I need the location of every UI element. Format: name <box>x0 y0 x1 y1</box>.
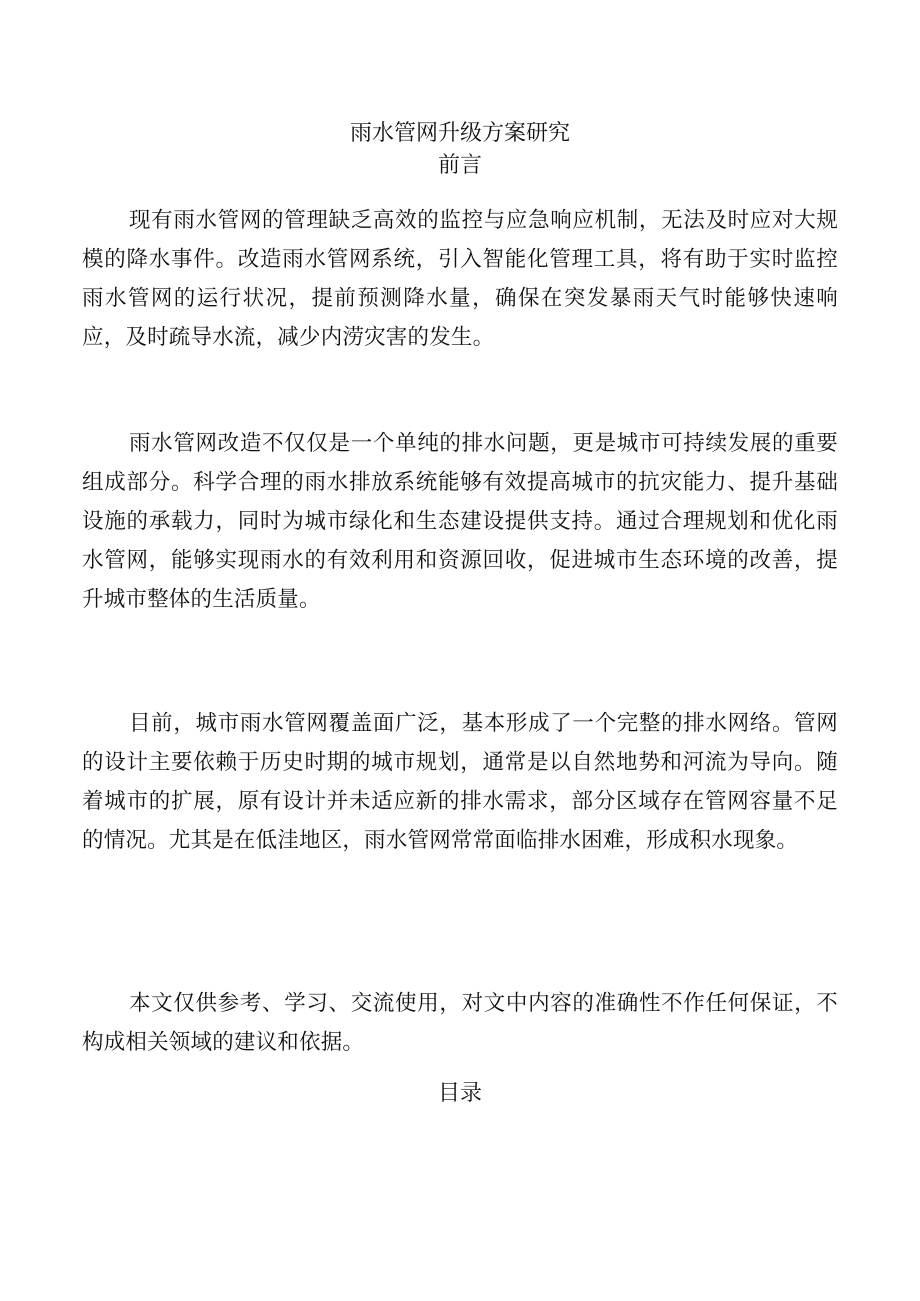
preface-paragraph-1: 现有雨水管网的管理缺乏高效的监控与应急响应机制，无法及时应对大规模的降水事件。改造雨水管网系统，引入智能化管理工具，将有助于实时监控雨水管网的运行状况，提前预测降水量，确保在突发暴雨天气时能够快速响应，及时疏导水流，减少内涝灾害的发生。 <box>82 208 838 350</box>
preface-paragraph-2: 雨水管网改造不仅仅是一个单纯的排水问题，更是城市可持续发展的重要组成部分。科学合理的雨水排放系统能够有效提高城市的抗灾能力、提升基础设施的承载力，同时为城市绿化和生态建设提供支持。通过合理规划和优化雨水管网，能够实现雨水的有效利用和资源回收，促进城市生态环境的改善，提升城市整体的生活质量。 <box>82 431 838 612</box>
preface-paragraph-3: 目前，城市雨水管网覆盖面广泛，基本形成了一个完整的排水网络。管网的设计主要依赖于历史时期的城市规划，通常是以自然地势和河流为导向。随着城市的扩展，原有设计并未适应新的排水需求，部分区域存在管网容量不足的情况。尤其是在低洼地区，雨水管网常常面临排水困难，形成积水现象。 <box>82 711 838 853</box>
preface-heading: 前言 <box>437 153 482 178</box>
disclaimer-paragraph: 本文仅供参考、学习、交流使用，对文中内容的准确性不作任何保证，不构成相关领域的建议和依据。 <box>82 991 838 1055</box>
table-of-contents-heading: 目录 <box>437 1081 482 1106</box>
document-title: 雨水管网升级方案研究 <box>349 121 570 146</box>
